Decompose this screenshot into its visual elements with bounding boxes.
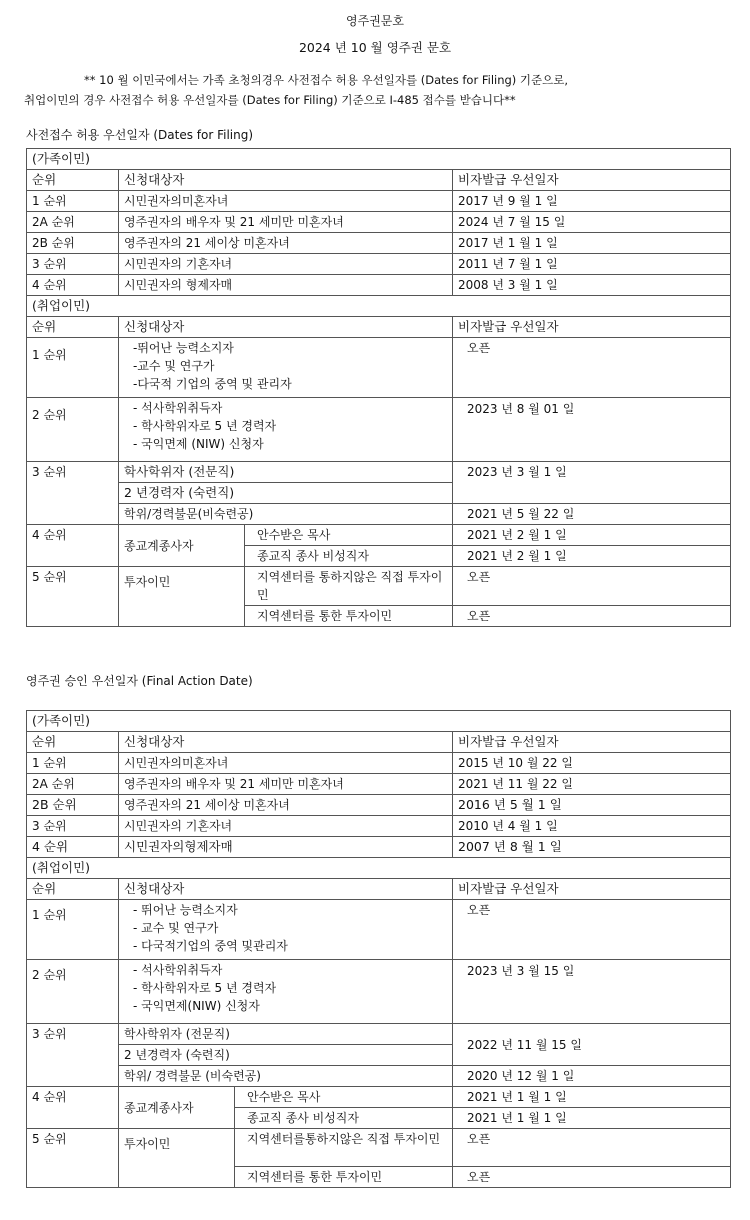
applicant-line: - 학사학위자로 5 년 경력자 xyxy=(133,981,277,995)
rank-cell: 3 순위 xyxy=(27,816,119,837)
applicant-cell: 시민권자의미혼자녀 xyxy=(119,191,453,212)
date-cell: 오픈 xyxy=(453,1167,731,1188)
table-row xyxy=(27,504,731,525)
date-cell: 2021 년 2 월 1 일 xyxy=(453,546,731,567)
table-row xyxy=(27,816,731,837)
date-cell: 오픈 xyxy=(453,567,731,606)
applicant-line: - 다국적기업의 중역 및관리자 xyxy=(133,939,288,953)
applicant-cell xyxy=(119,900,453,960)
applicant-cell: 학사학위자 (전문직) xyxy=(119,1024,453,1045)
rank-cell: 1 순위 xyxy=(27,753,119,774)
applicant-line: - 석사학위취득자 xyxy=(133,963,223,977)
sub-category-cell: 안수받은 목사 xyxy=(245,525,453,546)
applicant-line: - 석사학위취득자 xyxy=(133,401,223,415)
date-cell: 2021 년 2 월 1 일 xyxy=(453,525,731,546)
table-row xyxy=(27,462,731,483)
applicant-cell: 학위/ 경력불문 (비숙련공) xyxy=(119,1066,453,1087)
table-row xyxy=(27,1087,731,1108)
rank-cell: 3 순위 xyxy=(27,462,119,525)
notice-line-2: 취업이민의 경우 사전접수 허용 우선일자를 (Dates for Filing) 기준으로 I-485 접수를 받습니다** xyxy=(24,93,516,107)
final-family-col-rank: 순위 xyxy=(27,732,119,753)
table-row xyxy=(27,233,731,254)
table-row xyxy=(27,1066,731,1087)
table-row xyxy=(27,774,731,795)
rank-cell: 2B 순위 xyxy=(27,795,119,816)
applicant-cell xyxy=(119,398,453,462)
category-cell: 투자이민 xyxy=(119,567,245,627)
applicant-cell: 영주권자의 21 세이상 미혼자녀 xyxy=(119,795,453,816)
table-row xyxy=(27,900,731,960)
date-cell: 2021 년 11 월 22 일 xyxy=(453,774,731,795)
applicant-cell: 영주권자의 배우자 및 21 세미만 미혼자녀 xyxy=(119,774,453,795)
filing-emp-col-date: 비자발급 우선일자 xyxy=(453,317,731,338)
rank-cell: 5 순위 xyxy=(27,1129,119,1188)
final-table xyxy=(26,710,731,1188)
rank-cell: 4 순위 xyxy=(27,525,119,567)
rank-cell: 1 순위 xyxy=(27,191,119,212)
category-cell: 종교계종사자 xyxy=(119,525,245,567)
table-row xyxy=(27,1129,731,1167)
final-family-group: (가족이민) xyxy=(27,711,731,732)
final-emp-group: (취업이민) xyxy=(27,858,731,879)
sub-category-cell: 지역센터를 통한 투자이민 xyxy=(235,1167,453,1188)
date-cell: 2020 년 12 월 1 일 xyxy=(453,1066,731,1087)
category-cell: 투자이민 xyxy=(119,1129,235,1188)
final-emp-col-applicant: 신청대상자 xyxy=(119,879,453,900)
rank-cell: 4 순위 xyxy=(27,1087,119,1129)
sub-category-cell: 지역센터를통하지않은 직접 투자이민 xyxy=(235,1129,453,1167)
sub-category-cell: 안수받은 목사 xyxy=(235,1087,453,1108)
table-row xyxy=(27,254,731,275)
rank-cell: 2B 순위 xyxy=(27,233,119,254)
filing-emp-col-applicant: 신청대상자 xyxy=(119,317,453,338)
rank-cell: 2A 순위 xyxy=(27,774,119,795)
applicant-cell: 시민권자의 기혼자녀 xyxy=(119,254,453,275)
applicant-line: -다국적 기업의 중역 및 관리자 xyxy=(133,377,292,391)
final-emp-col-date: 비자발급 우선일자 xyxy=(453,879,731,900)
applicant-line: -교수 및 연구가 xyxy=(133,359,215,373)
applicant-cell: 학위/경력불문(비숙련공) xyxy=(119,504,453,525)
date-cell: 2007 년 8 월 1 일 xyxy=(453,837,731,858)
date-cell: 2022 년 11 월 15 일 xyxy=(453,1024,731,1066)
table-row xyxy=(27,1024,731,1045)
rank-cell: 4 순위 xyxy=(27,837,119,858)
table-row xyxy=(27,338,731,398)
rank-cell: 1 순위 xyxy=(27,900,119,960)
rank-cell: 4 순위 xyxy=(27,275,119,296)
date-cell: 2023 년 3 월 15 일 xyxy=(453,960,731,1024)
final-family-col-applicant: 신청대상자 xyxy=(119,732,453,753)
date-cell: 2017 년 1 월 1 일 xyxy=(453,233,731,254)
table-row xyxy=(27,753,731,774)
date-cell: 2023 년 3 월 1 일 xyxy=(453,462,731,504)
date-cell: 2010 년 4 월 1 일 xyxy=(453,816,731,837)
applicant-line: -뛰어난 능력소지자 xyxy=(133,341,234,355)
filing-family-group: (가족이민) xyxy=(27,149,731,170)
date-cell: 2021 년 5 월 22 일 xyxy=(453,504,731,525)
applicant-cell: 시민권자의미혼자녀 xyxy=(119,753,453,774)
filing-family-col-rank: 순위 xyxy=(27,170,119,191)
applicant-cell: 2 년경력자 (숙련직) xyxy=(119,1045,453,1066)
applicant-cell xyxy=(119,338,453,398)
date-cell: 2015 년 10 월 22 일 xyxy=(453,753,731,774)
applicant-cell: 시민권자의형제자매 xyxy=(119,837,453,858)
filing-family-col-date: 비자발급 우선일자 xyxy=(453,170,731,191)
rank-cell: 3 순위 xyxy=(27,254,119,275)
applicant-cell: 2 년경력자 (숙련직) xyxy=(119,483,453,504)
rank-cell: 2 순위 xyxy=(27,960,119,1024)
date-cell: 2021 년 1 월 1 일 xyxy=(453,1108,731,1129)
date-cell: 오픈 xyxy=(453,606,731,627)
rank-cell: 2A 순위 xyxy=(27,212,119,233)
applicant-line: - 학사학위자로 5 년 경력자 xyxy=(133,419,277,433)
filing-section-label: 사전접수 허용 우선일자 (Dates for Filing) xyxy=(26,128,254,142)
table-row xyxy=(27,525,731,546)
final-section-label: 영주권 승인 우선일자 (Final Action Date) xyxy=(26,674,253,688)
filing-emp-group: (취업이민) xyxy=(27,296,731,317)
applicant-cell: 학사학위자 (전문직) xyxy=(119,462,453,483)
applicant-line: - 교수 및 연구가 xyxy=(133,921,219,935)
applicant-cell: 영주권자의 21 세이상 미혼자녀 xyxy=(119,233,453,254)
table-row xyxy=(27,275,731,296)
table-row xyxy=(27,795,731,816)
applicant-cell: 영주권자의 배우자 및 21 세미만 미혼자녀 xyxy=(119,212,453,233)
date-cell: 오픈 xyxy=(453,338,731,398)
final-emp-col-rank: 순위 xyxy=(27,879,119,900)
table-row xyxy=(27,398,731,462)
category-cell: 종교계종사자 xyxy=(119,1087,235,1129)
final-family-col-date: 비자발급 우선일자 xyxy=(453,732,731,753)
date-cell: 2024 년 7 월 15 일 xyxy=(453,212,731,233)
table-row xyxy=(27,191,731,212)
applicant-line: - 국익면제 (NIW) 신청자 xyxy=(133,437,264,451)
document-title: 영주권문호 xyxy=(346,14,404,28)
applicant-cell: 시민권자의 기혼자녀 xyxy=(119,816,453,837)
sub-category-cell: 종교직 종사 비성직자 xyxy=(245,546,453,567)
sub-category-cell: 지역센터를 통하지않은 직접 투자이민 xyxy=(245,567,453,606)
date-cell: 오픈 xyxy=(453,1129,731,1167)
document-subtitle: 2024 년 10 월 영주권 문호 xyxy=(298,40,452,55)
filing-family-col-applicant: 신청대상자 xyxy=(119,170,453,191)
applicant-cell: 시민권자의 형제자매 xyxy=(119,275,453,296)
date-cell: 2008 년 3 월 1 일 xyxy=(453,275,731,296)
date-cell: 2023 년 8 월 01 일 xyxy=(453,398,731,462)
date-cell: 오픈 xyxy=(453,900,731,960)
applicant-line: - 뛰어난 능력소지자 xyxy=(133,903,238,917)
rank-cell: 5 순위 xyxy=(27,567,119,627)
date-cell: 2011 년 7 월 1 일 xyxy=(453,254,731,275)
date-cell: 2021 년 1 월 1 일 xyxy=(453,1087,731,1108)
rank-cell: 2 순위 xyxy=(27,398,119,462)
date-cell: 2017 년 9 월 1 일 xyxy=(453,191,731,212)
sub-category-cell: 지역센터를 통한 투자이민 xyxy=(245,606,453,627)
applicant-line: - 국익면제(NIW) 신청자 xyxy=(133,999,260,1013)
table-row xyxy=(27,567,731,606)
table-row xyxy=(27,837,731,858)
sub-category-cell: 종교직 종사 비성직자 xyxy=(235,1108,453,1129)
table-row xyxy=(27,212,731,233)
table-row xyxy=(27,960,731,1024)
applicant-cell xyxy=(119,960,453,1024)
date-cell: 2016 년 5 월 1 일 xyxy=(453,795,731,816)
filing-table xyxy=(26,148,731,627)
rank-cell: 3 순위 xyxy=(27,1024,119,1087)
rank-cell: 1 순위 xyxy=(27,338,119,398)
filing-emp-col-rank: 순위 xyxy=(27,317,119,338)
notice-line-1: ** 10 월 이민국에서는 가족 초청의경우 사전접수 허용 우선일자를 (Dates for Filing) 기준으로, xyxy=(84,73,569,87)
